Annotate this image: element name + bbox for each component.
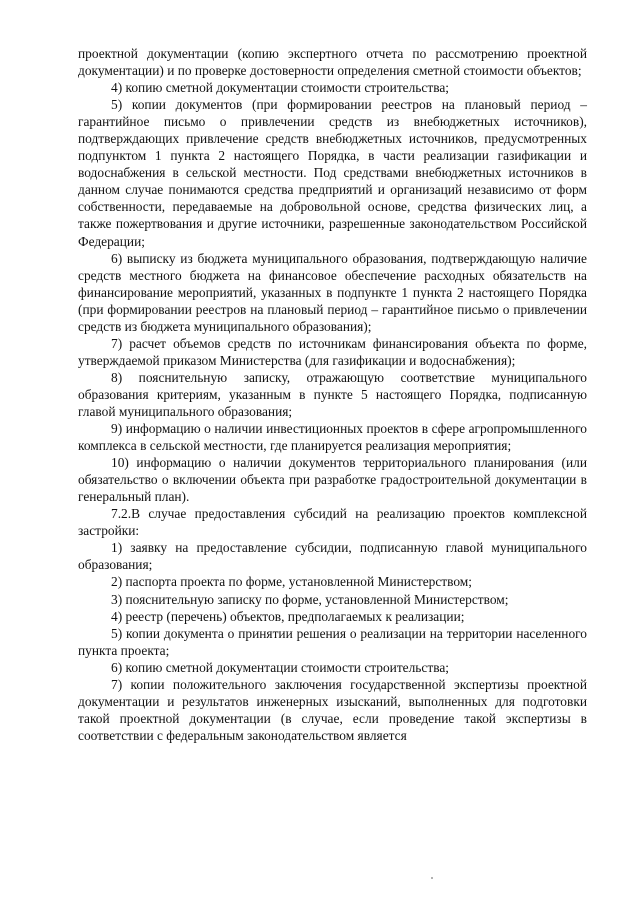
paragraph-7-2-item-3: 3) пояснительную записку по форме, установленной Министерством; [111,591,509,607]
paragraph-item-10: 10) информацию о наличии документов территориального планирования (или обязательство о включении объекта при разработке градостроительной документации в генеральный план). [78,455,587,505]
paragraph-7-2-item-7: 7) копии положительного заключения государственной экспертизы проектной документации и результатов инженерных изысканий, выполненных для подготовки такой проектной документации (в случае, если проведение такой экспертизы в соответствии с федеральным законодательством является [78,676,587,743]
section-7-2-heading: 7.2.В случае предоставления субсидий на реализацию проектов комплексной застройки: [78,506,587,539]
paragraph-7-2-item-2: 2) паспорта проекта по форме, установленной Министерством; [111,574,472,590]
paragraph-7-2-item-6: 6) копию сметной документации стоимости строительства; [111,659,450,675]
paragraph-item-7: 7) расчет объемов средств по источникам финансирования объекта по форме, утверждаемой приказом Министерства (для газификации и водоснабжения); [78,335,587,368]
scan-speck [431,877,433,879]
paragraph-item-4: 4) копию сметной документации стоимости строительства; [111,80,450,96]
paragraph-7-2-item-4: 4) реестр (перечень) объектов, предполагаемых к реализации; [111,608,465,624]
paragraph-continuation: проектной документации (копию экспертного отчета по рассмотрению проектной документации) и по проверке достоверности определения сметной стоимости объектов; [78,46,587,79]
paragraph-item-6: 6) выписку из бюджета муниципального образования, подтверждающую наличие средств местного бюджета на финансовое обеспечение расходных обязательств на финансирование мероприятий, указанных в подпункте 1 пункта 2 настоящего Порядка (при формировании реестров на плановый период – гарантийное письмо о привлечении средств из бюджета муниципального образования); [78,250,587,334]
paragraph-7-2-item-1: 1) заявку на предоставление субсидии, подписанную главой муниципального образования; [78,540,587,573]
paragraph-item-5: 5) копии документов (при формировании реестров на плановый период – гарантийное письмо о привлечении средств из внебюджетных источников), подтверждающих привлечение средств внебюджетных источников, предусмотренных подпунктом 1 пункта 2 настоящего Порядка, в части реализации газификации и водоснабжения в сельской местности. Под средствами внебюджетных источников в данном случае понимаются средства предприятий и организаций независимо от форм собственности, передаваемые на добровольной основе, средства физических лиц, а также пожертвования и другие источники, разрешенные законодательством Российской Федерации; [78,97,587,249]
paragraph-item-9: 9) информацию о наличии инвестиционных проектов в сфере агропромышленного комплекса в сельской местности, где планируется реализация мероприятия; [78,421,587,454]
paragraph-item-8: 8) пояснительную записку, отражающую соответствие муниципального образования критериям, указанным в пункте 5 настоящего Порядка, подписанную главой муниципального образования; [78,369,587,419]
paragraph-7-2-item-5: 5) копии документа о принятии решения о реализации на территории населенного пункта проекта; [78,625,587,658]
